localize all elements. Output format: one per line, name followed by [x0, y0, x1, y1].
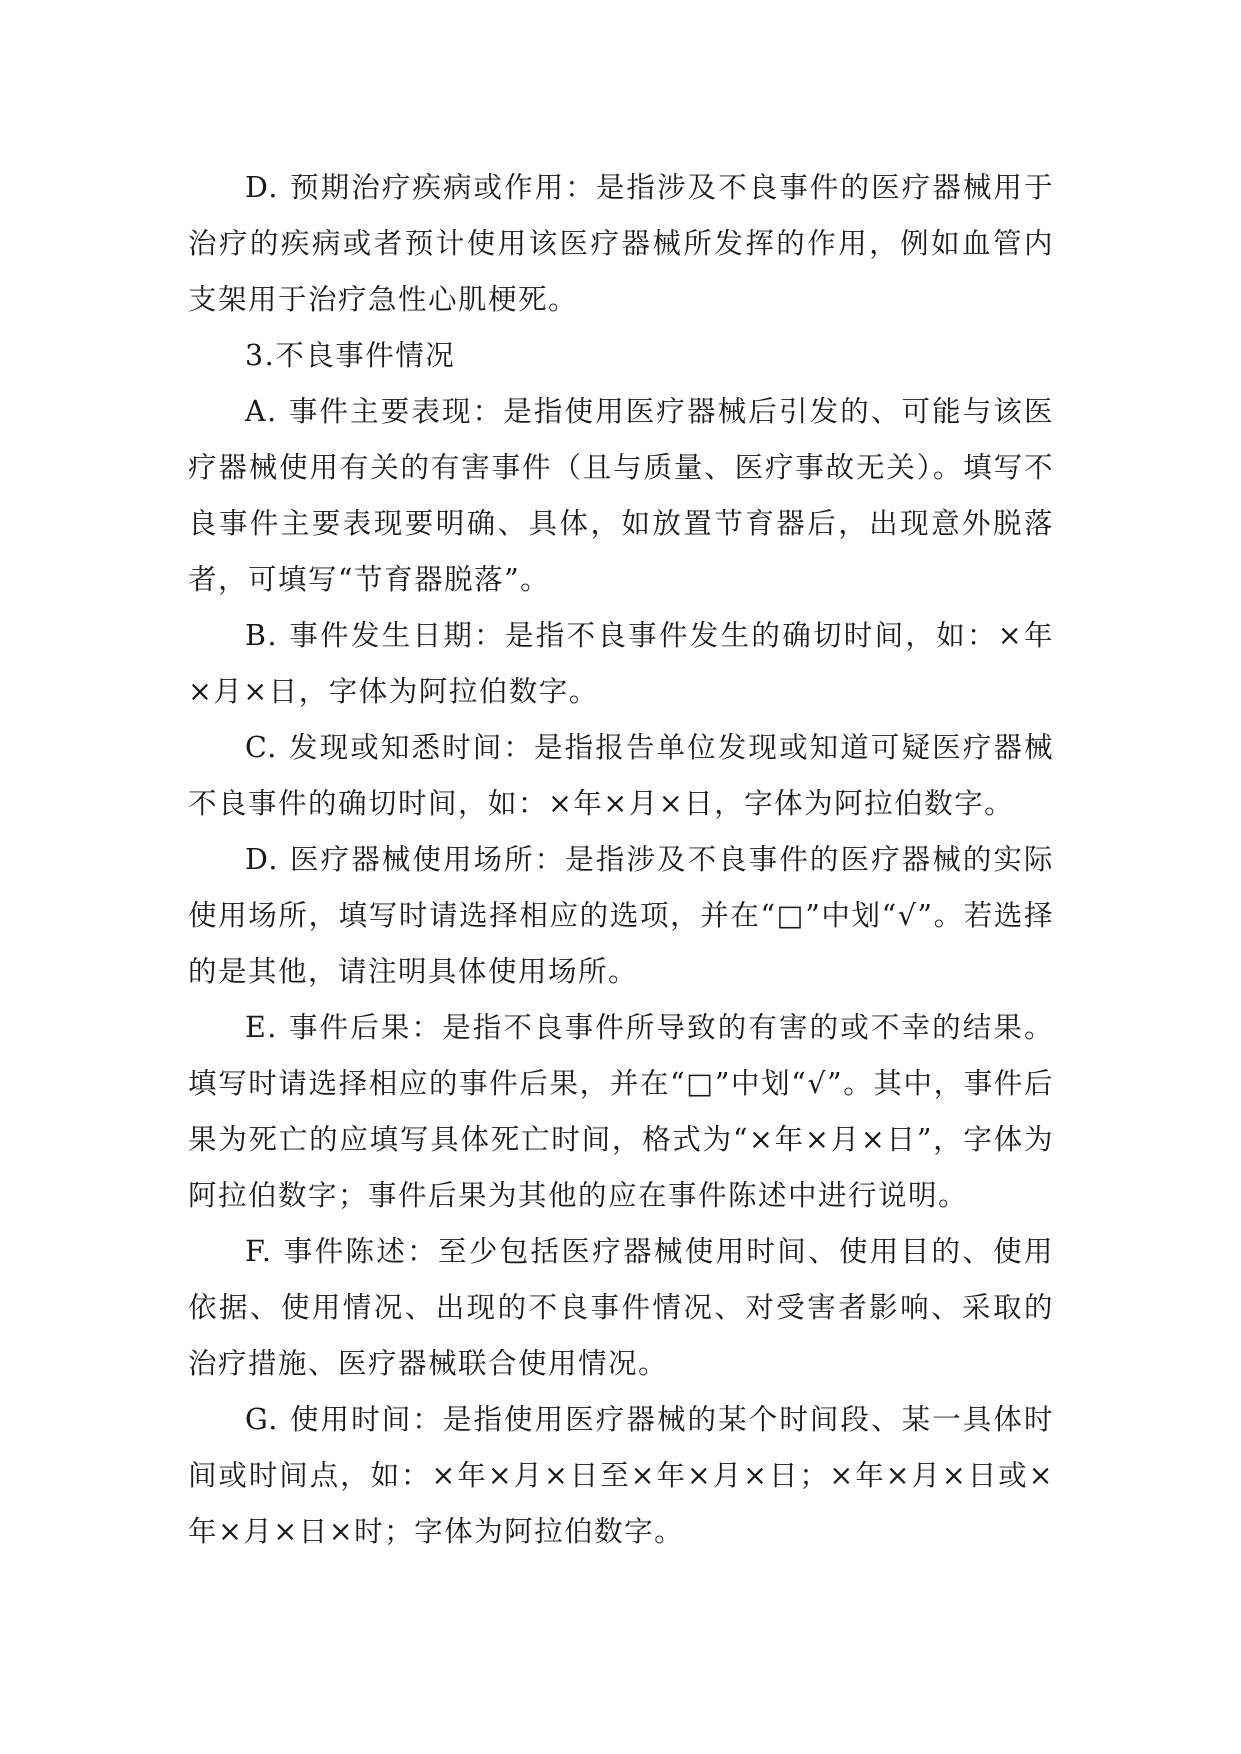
paragraph-e-event-outcome: E. 事件后果：是指不良事件所导致的有害的或不幸的结果。填写时请选择相应的事件后果，并在“□”中划“√”。其中，事件后果为死亡的应填写具体死亡时间，格式为“×年×月×日”，字体为阿拉伯数字；事件后果为其他的应在事件陈述中进行说明。 [188, 1011, 1054, 1212]
paragraph-b-event-date: B. 事件发生日期：是指不良事件发生的确切时间，如：×年×月×日，字体为阿拉伯数字。 [188, 619, 1054, 708]
document-body [188, 160, 1054, 1560]
paragraph-f-event-statement: F. 事件陈述：至少包括医疗器械使用时间、使用目的、使用依据、使用情况、出现的不良事件情况、对受害者影响、采取的治疗措施、医疗器械联合使用情况。 [188, 1235, 1054, 1380]
paragraph-a-main-manifestation: A. 事件主要表现：是指使用医疗器械后引发的、可能与该医疗器械使用有关的有害事件（且与质量、医疗事故无关）。填写不良事件主要表现要明确、具体，如放置节育器后，出现意外脱落者，可填写“节育器脱落”。 [188, 395, 1054, 596]
paragraph-g-usage-time: G. 使用时间：是指使用医疗器械的某个时间段、某一具体时间或时间点，如：×年×月×日至×年×月×日；×年×月×日或×年×月×日×时；字体为阿拉伯数字。 [188, 1403, 1054, 1548]
paragraph-c-discovery-time: C. 发现或知悉时间：是指报告单位发现或知道可疑医疗器械不良事件的确切时间，如：×年×月×日，字体为阿拉伯数字。 [188, 731, 1054, 820]
section-heading-adverse-event: 3.不良事件情况 [245, 339, 456, 372]
paragraph-d-intended-use: D. 预期治疗疾病或作用：是指涉及不良事件的医疗器械用于治疗的疾病或者预计使用该医疗器械所发挥的作用，例如血管内支架用于治疗急性心肌梗死。 [188, 171, 1054, 316]
paragraph-d-usage-location: D. 医疗器械使用场所：是指涉及不良事件的医疗器械的实际使用场所，填写时请选择相应的选项，并在“□”中划“√”。若选择的是其他，请注明具体使用场所。 [188, 843, 1054, 988]
